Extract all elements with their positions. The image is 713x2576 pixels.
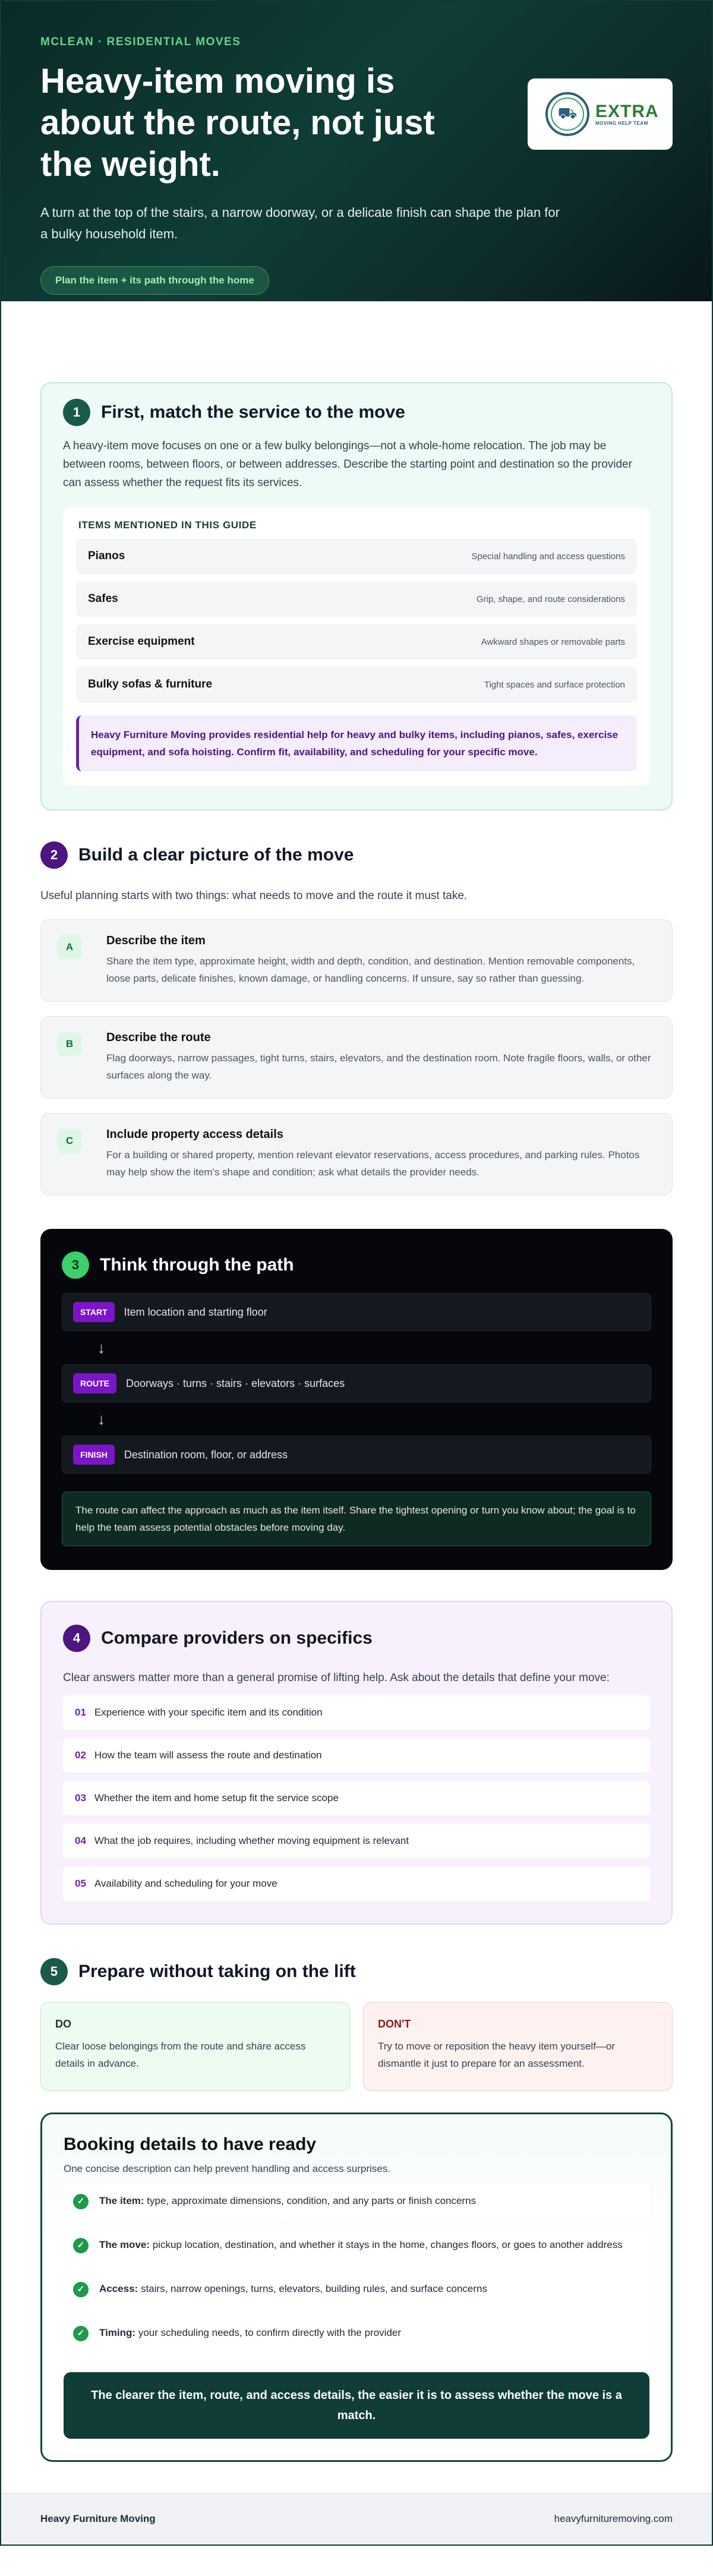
booking-checklist	[40, 2112, 673, 2462]
section-title: Compare providers on specifics	[101, 1628, 373, 1648]
path-text: Destination room, floor, or address	[124, 1448, 288, 1461]
checklist-item	[64, 2183, 649, 2219]
moving-truck-badge-icon: ⛟	[545, 92, 589, 136]
do-label: DO	[55, 2018, 71, 2030]
step-letter: C	[58, 1129, 81, 1153]
hero-banner	[1, 1, 712, 301]
section-number: 2	[40, 841, 68, 869]
checklist-label: The item:	[99, 2195, 144, 2206]
section-path	[40, 1229, 673, 1570]
main-content	[1, 382, 712, 2462]
question-item	[63, 1695, 650, 1730]
question-number: 01	[75, 1707, 86, 1718]
brand-logo[interactable]	[528, 78, 673, 150]
items-box-heading: ITEMS MENTIONED IN THIS GUIDE	[78, 519, 257, 531]
checklist-text: pickup location, destination, and whether it stays in the home, changes floors, or goes to another address	[152, 2239, 623, 2250]
items-box	[63, 507, 650, 786]
step-title: Include property access details	[106, 1128, 283, 1141]
section-title: Prepare without taking on the lift	[78, 1962, 356, 1981]
step-title: Describe the route	[106, 1031, 211, 1044]
check-icon: ✓	[73, 2326, 89, 2341]
step-title: Describe the item	[106, 934, 206, 947]
section-title: Build a clear picture of the move	[78, 845, 354, 865]
question-item	[63, 1738, 650, 1773]
step-card	[40, 1016, 673, 1099]
path-step-finish	[62, 1436, 651, 1474]
item-desc: Tight spaces and surface protection	[484, 679, 625, 690]
check-icon: ✓	[73, 2282, 89, 2297]
section-number: 1	[63, 399, 90, 426]
checklist-text: stairs, narrow openings, turns, elevators, building rules, and surface concerns	[140, 2283, 487, 2294]
section-text: A heavy-item move focuses on one or a few bulky belongings—not a whole-home relocation. The job may be between rooms, between floors, or between addresses. Describe the starting point and destination so the provider can assess whether the request fits its services.	[63, 440, 632, 489]
service-note: Heavy Furniture Moving provides residential help for heavy and bulky items, including pianos, safes, exercise equipment, and sofa hoisting. Confirm fit, availability, and scheduling for your specific move.	[76, 715, 637, 771]
path-text: Item location and starting floor	[124, 1306, 267, 1318]
checklist-label: The move:	[99, 2239, 150, 2250]
hero-lead: A turn at the top of the stairs, a narrow doorway, or a delicate finish can shape the plan for a bulky household item.	[40, 205, 560, 241]
list-item	[76, 538, 637, 574]
question-text: How the team will assess the route and destination	[94, 1749, 322, 1761]
question-number: 05	[75, 1878, 86, 1889]
list-item	[76, 667, 637, 702]
question-item	[63, 1824, 650, 1858]
item-name: Pianos	[88, 550, 125, 562]
question-item	[63, 1781, 650, 1815]
booking-subtitle: One concise description can help prevent handling and access surprises.	[64, 2163, 390, 2174]
do-card	[40, 2002, 350, 2091]
checklist-item	[64, 2271, 649, 2307]
section-compare	[40, 1601, 673, 1925]
dont-text: Try to move or reposition the heavy item yourself—or dismantle it just to prepare for an assessment.	[378, 2041, 616, 2069]
checklist-item	[64, 2315, 649, 2351]
checklist-label: Access:	[99, 2283, 138, 2294]
logo-tagline: MOVING HELP TEAM	[595, 120, 648, 126]
section-number: 3	[62, 1251, 89, 1279]
section-number: 5	[40, 1958, 68, 1985]
cta-banner: The clearer the item, route, and access details, the easier it is to assess whether the move is a match.	[64, 2372, 649, 2439]
item-name: Bulky sofas & furniture	[88, 678, 213, 690]
section-prepare	[40, 1958, 673, 2091]
section-text: Clear answers matter more than a general promise of lifting help. Ask about the details that define your move:	[63, 1672, 610, 1684]
section-text: Useful planning starts with two things: what needs to move and the route it must take.	[40, 890, 468, 902]
question-item	[63, 1866, 650, 1901]
question-text: Whether the item and home setup fit the service scope	[94, 1792, 339, 1803]
question-text: Experience with your specific item and its condition	[94, 1707, 323, 1718]
check-icon: ✓	[73, 2194, 89, 2209]
step-desc: Flag doorways, narrow passages, tight turns, stairs, elevators, and the destination room. Note fragile floors, walls, or other surfaces along the way.	[106, 1052, 651, 1081]
item-name: Safes	[88, 592, 118, 605]
step-desc: For a building or shared property, mention relevant elevator reservations, access procedures, and parking rules. Photos may help show the item's shape and condition; ask what details the provider needs.	[106, 1149, 640, 1178]
dont-label: DON'T	[378, 2018, 411, 2030]
footer-url-link[interactable]: heavyfurnituremoving.com	[554, 2513, 673, 2524]
path-tag: FINISH	[73, 1445, 115, 1465]
path-note: The route can affect the approach as much as the item itself. Share the tightest opening or turn you know about; the goal is to help the team assess potential obstacles before moving day.	[62, 1492, 651, 1546]
item-name: Exercise equipment	[88, 635, 195, 648]
hero-eyebrow: MCLEAN · RESIDENTIAL MOVES	[40, 36, 241, 48]
hero-pill: Plan the item + its path through the home	[40, 266, 269, 295]
footer-brand[interactable]: Heavy Furniture Moving	[40, 2513, 156, 2524]
checklist-item	[64, 2227, 649, 2263]
item-desc: Grip, shape, and route considerations	[476, 594, 625, 604]
checklist-label: Timing:	[99, 2327, 136, 2338]
path-text: Doorways · turns · stairs · elevators · surfaces	[126, 1377, 345, 1389]
path-step-start	[62, 1293, 651, 1331]
booking-title: Booking details to have ready	[64, 2134, 317, 2154]
step-card	[40, 1113, 673, 1196]
checklist-text: type, approximate dimensions, condition, and any parts or finish concerns	[147, 2195, 477, 2206]
do-text: Clear loose belongings from the route and share access details in advance.	[55, 2041, 306, 2069]
step-letter: B	[58, 1032, 81, 1056]
item-desc: Special handling and access questions	[471, 551, 625, 562]
list-item	[76, 624, 637, 660]
path-step-route	[62, 1364, 651, 1402]
question-text: What the job requires, including whether moving equipment is relevant	[94, 1835, 409, 1846]
list-item	[76, 581, 637, 617]
step-desc: Share the item type, approximate height, width and depth, condition, and destination. Mention removable components, loose parts, delicate finishes, known damage, or handling concerns. If unsure, say so rather than guessing.	[106, 956, 635, 984]
section-service-match	[40, 382, 673, 811]
hero-title: Heavy-item moving is about the route, not just the weight.	[40, 62, 435, 184]
down-arrow-icon: ↓	[97, 1410, 105, 1428]
section-picture	[40, 841, 673, 1196]
section-number: 4	[63, 1625, 90, 1652]
dont-card	[363, 2002, 673, 2091]
step-card	[40, 919, 673, 1002]
path-tag: ROUTE	[73, 1373, 116, 1393]
question-text: Availability and scheduling for your move	[94, 1878, 277, 1889]
question-number: 04	[75, 1835, 86, 1846]
check-icon: ✓	[73, 2238, 89, 2253]
page-footer	[1, 2493, 712, 2545]
logo-word: EXTRA	[595, 101, 659, 121]
step-letter: A	[58, 935, 81, 959]
question-number: 02	[75, 1749, 86, 1761]
section-title: Think through the path	[100, 1255, 294, 1275]
path-tag: START	[73, 1302, 115, 1322]
item-desc: Awkward shapes or removable parts	[481, 636, 625, 647]
down-arrow-icon: ↓	[97, 1338, 105, 1357]
question-number: 03	[75, 1792, 86, 1803]
checklist-text: your scheduling needs, to confirm directly with the provider	[138, 2327, 402, 2338]
section-title: First, match the service to the move	[101, 402, 405, 422]
